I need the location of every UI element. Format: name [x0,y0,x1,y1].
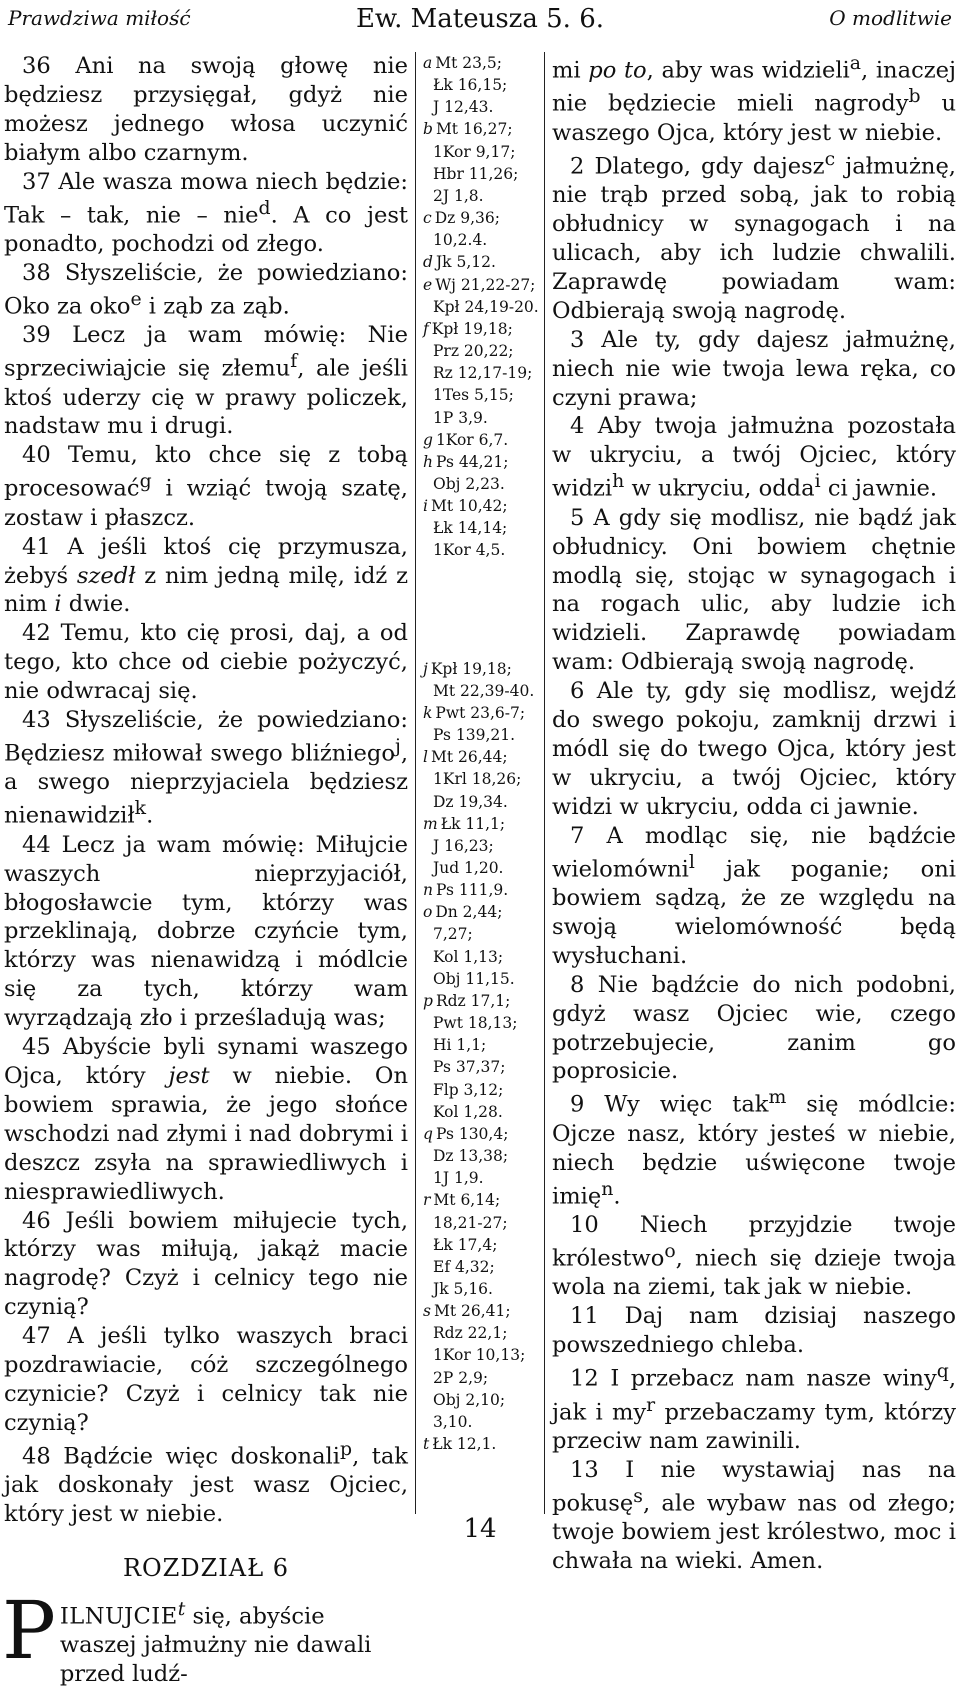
reference-line [423,517,541,539]
chapter-opening [2,1583,408,1689]
reference-text: Kol 1,13; [433,947,504,966]
verse: 37 Ale wasza mowa niech będzie: Tak – tak, nie – nie$^d$. A co jest ponadto, pochodzi od złego. [4,168,408,257]
verse: 5 A gdy się modlisz, nie bądź jak obłudnicy. Oni bowiem chętnie modlą się, stojąc w synagogach i na rogach ulic, aby ludzie ich widzieli. Zaprawdę powiadam wam: Odbierają swoją nagrodę. [552,504,956,676]
verse: 48 Bądźcie więc doskonali$^p$, tak jak doskonały jest wasz Ojciec, który jest w niebie. [4,1438,408,1528]
reference-text: Łk 12,1. [432,1435,497,1454]
reference-text: 3,10. [433,1412,473,1431]
right-text-column [552,52,956,1576]
reference-line [423,185,541,207]
reference-line [423,473,541,495]
reference-text: 1Kor 6,7. [435,430,509,449]
verse: 3 Ale ty, gdy dajesz jałmużnę, niech nie wie twoja lewa ręka, co czyni prawa; [552,326,956,411]
reference-text: Mt 10,42; [430,497,508,516]
opening-text: się, abyście waszej jałmużny nie dawali przed ludź- [59,1603,372,1688]
reference-text: Dn 2,44; [435,903,503,922]
reference-text: Prz 20,22; [433,342,514,361]
reference-line [423,1367,541,1389]
reference-text: Pwt 18,13; [433,1014,518,1033]
reference-text: Łk 16,15; [433,76,508,95]
reference-line [423,724,541,746]
reference-line [423,118,541,140]
reference-line [423,1234,541,1256]
verse: 7 A modląc się, nie bądźcie wielomówni$^l$ jak poganie; oni bowiem sądzą, że ze względu na swoją wielomówność będą wysłuchani. [552,822,956,969]
reference-text: Ps 130,4; [435,1124,509,1143]
verse: 44 Lecz ja wam mówię: Miłujcie waszych nieprzyjaciół, błogosławcie tym, którzy was przeklinają, dobrze czyńcie tym, którzy was nienawidzą i módlcie się za tych, którzy wam wyrządzają zło i prześladują was; [4,831,408,1032]
reference-text: 1Kor 9,17; [433,142,516,161]
reference-line [423,296,541,318]
reference-line [423,495,541,517]
verse: 43 Słyszeliście, że powiedziano: Będziesz miłował swego bliźniego$^j$, a swego nieprzyjaciela będziesz nienawidził$^k$. [4,707,408,829]
reference-line [423,74,541,96]
reference-text: Mt 22,39-40. [433,681,535,700]
reference-line [423,1344,541,1366]
verse: 47 A jeśli tylko waszych braci pozdrawiacie, cóż szczególnego czynicie? Czyż i celnicy tak nie czynią? [4,1323,408,1436]
reference-letter: s [423,1302,431,1321]
reference-text: Kpł 19,18; [430,659,512,678]
verse: 41 A jeśli ktoś cię przymusza, żebyś szedł z nim jedną milę, idź z nim i dwie. [4,533,408,618]
reference-line [423,451,541,473]
reference-line [423,384,541,406]
verse: 40 Temu, kto chce się z tobą procesować$^g$ i wziąć twoją szatę, zostaw i płaszcz. [4,442,408,531]
reference-text: 18,21-27; [433,1213,508,1232]
reference-line [423,207,541,229]
reference-line [423,251,541,273]
reference-text: 1P 3,9. [433,408,488,427]
reference-text: Rdz 22,1; [433,1324,508,1343]
reference-letter: n [423,881,433,900]
reference-line [423,429,541,451]
chapter-heading: ROZDZIAŁ 6 [122,1554,290,1583]
reference-text: Mt 16,27; [435,120,513,139]
reference-text: Łk 11,1; [440,814,506,833]
reference-text: J 16,23; [433,836,494,855]
reference-text: Ps 37,37; [433,1058,506,1077]
reference-line [423,1056,541,1078]
verse: 45 Abyście byli synami waszego Ojca, który jest w niebie. On bowiem sprawia, że jego słońce wschodzi nad złymi i nad dobrymi i deszcz zsyła na sprawiedliwych i niesprawiedliwych. [4,1034,408,1205]
reference-text: Wj 21,22-27; [435,275,536,294]
reference-line [423,1123,541,1145]
verse: 36 Ani na swoją głowę nie będziesz przysięgał, gdyż nie możesz jednego włosa uczynić białym albo czarnym. [4,53,408,166]
verse: 9 Wy więc tak$^m$ się módlcie: Ojcze nasz, który jesteś w niebie, niech będzie uświęcone twoje imię$^n$. [552,1087,956,1210]
reference-letter: f [423,319,429,338]
drop-cap: P [2,1583,56,1677]
reference-text: J 12,43. [433,98,494,117]
reference-text: 2P 2,9; [433,1368,489,1387]
reference-letter: l [423,748,428,767]
references-top [423,52,541,562]
reference-text: 1Kor 10,13; [433,1346,526,1365]
reference-text: 2J 1,8. [433,186,484,205]
reference-text: Pwt 23,6-7; [435,703,526,722]
reference-text: Obj 2,23. [433,474,505,493]
reference-line [423,768,541,790]
reference-text: 1Kor 4,5. [433,541,506,560]
reference-text: Hbr 11,26; [433,164,519,183]
reference-line [423,1278,541,1300]
verse: 39 Lecz ja wam mówię: Nie sprzeciwiajcie się złemu$^f$, ale jeśli ktoś uderzy cię w prawy policzek, nadstaw mu i drugi. [4,322,408,440]
reference-line [423,52,541,74]
reference-letter: q [423,1124,433,1143]
reference-letter: p [423,991,433,1010]
reference-letter: m [423,814,438,833]
reference-text: Ps 111,9. [435,881,509,900]
reference-line [423,141,541,163]
reference-line [423,968,541,990]
verse: 42 Temu, kto cię prosi, daj, a od tego, kto chce od ciebie pożyczyć, nie odwracaj się. [4,620,408,705]
reference-line [423,1256,541,1278]
right-verses [552,52,956,1576]
reference-line [423,1433,541,1455]
references-bottom [423,658,541,1456]
reference-line [423,1034,541,1056]
verse: 46 Jeśli bowiem miłujecie tych, którzy was miłują, jakąż macie nagrodę? Czyż i celnicy tego nie czynią? [4,1207,408,1321]
reference-text: Ps 44,21; [435,452,509,471]
references-gap [423,562,541,658]
verse: 38 Słyszeliście, że powiedziano: Oko za oko$^e$ i ząb za ząb. [4,259,408,320]
reference-line [423,274,541,296]
verse: 11 Daj nam dzisiaj naszego powszedniego chleba. [552,1303,956,1359]
reference-line [423,1300,541,1322]
reference-text: Ps 139,21. [433,726,516,745]
opening-marker: t [177,1598,186,1620]
reference-line [423,1389,541,1411]
reference-text: Łk 14,14; [433,519,508,538]
reference-line [423,340,541,362]
reference-line [423,1012,541,1034]
reference-line [423,362,541,384]
verse: 2 Dlatego, gdy dajesz$^c$ jałmużnę, nie trąb przed sobą, jak to robią obłudnicy w synagogach i na ulicach, aby ich ludzie chwalili. Zaprawdę powiadam wam: Odbierają swoją nagrodę. [552,148,956,324]
reference-line [423,946,541,968]
reference-line [423,1212,541,1234]
reference-text: 1J 1,9. [433,1169,484,1188]
header-book-reference: Ew. Mateusza 5. 6. [355,4,605,34]
reference-letter: t [423,1435,430,1454]
reference-text: Hi 1,1; [433,1036,487,1055]
column-divider-right [544,52,545,1514]
reference-text: Łk 17,4; [433,1235,498,1254]
reference-text: 7,27; [433,925,473,944]
reference-line [423,1167,541,1189]
left-text-column [4,52,408,1689]
reference-line [423,407,541,429]
header-right-title: O modlitwie [829,6,952,30]
reference-text: Rdz 17,1; [435,991,511,1010]
reference-text: 10,2.4. [433,231,488,250]
verse: 10 Niech przyjdzie twoje królestwo$^o$, niech się dzieje twoja wola na ziemi, tak jak w niebie. [552,1212,956,1301]
reference-line [423,813,541,835]
reference-line [423,680,541,702]
reference-line [423,1411,541,1433]
reference-text: Kpł 19,18; [431,319,513,338]
verse: 4 Aby twoja jałmużna pozostała w ukryciu, a twój Ojciec, który widzi$^h$ w ukryciu, odda$^i$ ci jawnie. [552,413,956,502]
reference-text: Obj 2,10; [433,1390,506,1409]
reference-text: Jud 1,20. [433,859,504,877]
verse: 13 I nie wystawiaj nas na pokusę$^s$, ale wybaw nas od złego; twoje bowiem jest królestwo, moc i chwała na wieki. Amen. [552,1456,956,1575]
reference-letter: h [423,452,433,471]
verse: mi po to, aby was widzieli$^a$, inaczej nie będziecie mieli nagrody$^b$ u waszego Ojca, który jest w niebie. [552,53,956,146]
page-number: 14 [463,1514,497,1544]
reference-letter: k [423,703,433,722]
reference-line [423,318,541,340]
reference-text: Kol 1,28. [433,1102,503,1121]
reference-letter: j [423,659,428,678]
reference-text: Mt 26,44; [430,748,508,767]
column-divider-left [415,52,416,1514]
left-verses [4,52,408,1529]
reference-line [423,835,541,857]
reference-line [423,923,541,945]
page-header [0,0,960,40]
reference-line [423,1101,541,1123]
reference-letter: a [423,54,433,72]
cross-references [423,52,541,1455]
reference-line [423,901,541,923]
reference-letter: o [423,903,433,922]
reference-line [423,658,541,680]
verse: 8 Nie bądźcie do nich podobni, gdyż wasz Ojciec wie, czego potrzebujecie, zanim go poprosicie. [552,971,956,1085]
reference-line [423,229,541,251]
reference-line [423,1189,541,1211]
reference-line [423,857,541,879]
reference-text: Rz 12,17-19; [433,364,533,383]
reference-line [423,990,541,1012]
reference-text: 1Tes 5,15; [433,386,514,405]
reference-line [423,539,541,561]
reference-letter: i [423,497,428,516]
header-left-title: Prawdziwa miłość [8,6,191,30]
reference-text: Dz 19,34. [433,792,508,811]
reference-letter: d [423,253,433,272]
reference-line [423,163,541,185]
reference-text: 1Krl 18,26; [433,770,522,789]
opening-caps: ILNUJCIE [59,1603,178,1630]
reference-letter: g [423,430,433,449]
reference-line [423,1079,541,1101]
verse: 6 Ale ty, gdy się modlisz, wejdź do swego pokoju, zamknij drzwi i módl się do twego Ojca, który jest w ukryciu, a twój Ojciec, który widzi w ukryciu, odda ci jawnie. [552,678,956,820]
reference-letter: c [423,209,432,228]
reference-line [423,1322,541,1344]
reference-text: Dz 13,38; [433,1147,509,1166]
reference-text: Ef 4,32; [433,1257,495,1276]
reference-line [423,96,541,118]
reference-line [423,791,541,813]
reference-line [423,702,541,724]
reference-text: Mt 6,14; [433,1191,501,1210]
reference-text: Dz 9,36; [434,209,500,228]
reference-line [423,746,541,768]
reference-letter: b [423,120,433,139]
reference-line [423,1145,541,1167]
reference-text: Jk 5,12. [435,253,496,272]
reference-text: Obj 11,15. [433,969,515,988]
reference-line [423,879,541,901]
reference-text: Kpł 24,19-20. [433,297,539,316]
reference-letter: e [423,275,433,294]
reference-text: Flp 3,12; [433,1080,504,1099]
reference-text: Jk 5,16. [433,1279,493,1298]
verse: 12 I przebacz nam nasze winy$^q$, jak i $my^r$ przebaczamy tym, którzy przeciw nam zawinili. [552,1361,956,1454]
reference-letter: r [423,1191,431,1210]
reference-text: Mt 26,41; [433,1302,511,1321]
reference-text: Mt 23,5; [435,54,503,72]
